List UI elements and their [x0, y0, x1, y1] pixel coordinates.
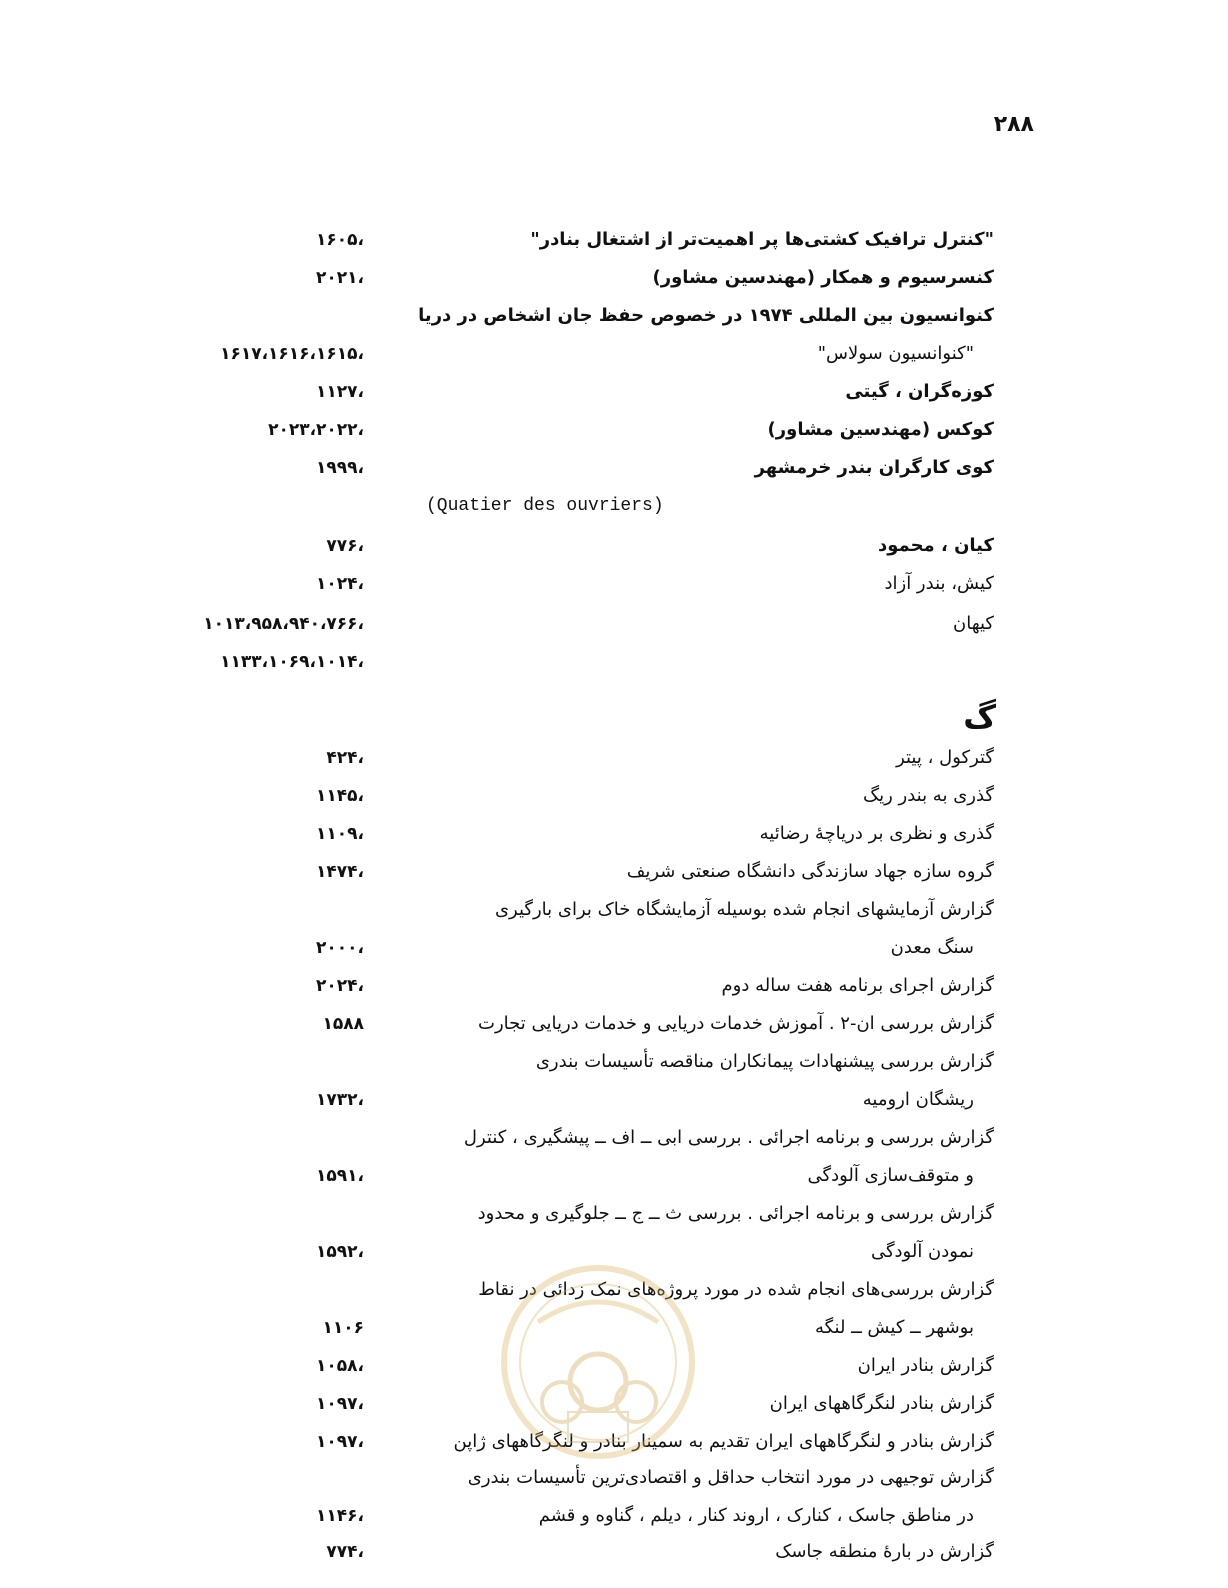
entry-term: "کنوانسیون سولاس": [817, 343, 974, 364]
entry-term: گزارش بنادر لنگرگاههای ایران: [769, 1393, 994, 1414]
index-entry: [0, 488, 1228, 524]
entry-pages: ،۱۵۹۱: [316, 1166, 364, 1186]
index-entry: [0, 1196, 1228, 1232]
index-entry: [0, 336, 1228, 372]
entry-term: "کنترل ترافیک کشتی‌ها پر اهمیت‌تر از اشتغال بنادر": [530, 229, 994, 250]
entry-pages: ،۱۶۱۷،۱۶۱۶،۱۶۱۵: [220, 344, 364, 364]
entry-pages: ،۱۹۹۹: [316, 458, 364, 478]
index-entry: [0, 528, 1228, 564]
entry-pages: ،۱۰۲۴: [316, 574, 364, 594]
entry-term: بوشهر ــ کیش ــ لنگه: [814, 1317, 974, 1338]
entry-term: کیهان: [952, 613, 994, 634]
entry-term: و متوقف‌سازی آلودگی: [807, 1165, 974, 1186]
page-number: ۲۸۸: [993, 112, 1034, 137]
index-entry: [0, 606, 1228, 642]
entry-term: گزارش بررسی‌های انجام شده در مورد پروژه‌های نمک زدائی در نقاط: [478, 1279, 994, 1300]
entry-term: گزارش بنادر ایران: [857, 1355, 994, 1376]
index-entry: [0, 222, 1228, 258]
entry-term: کنسرسیوم و همکار (مهندسین مشاور): [652, 267, 994, 288]
entry-pages: ،۱۰۵۸: [316, 1356, 364, 1376]
entry-term: گزارش بررسی پیشنهادات پیمانکاران مناقصه تأسیسات بندری: [535, 1051, 994, 1072]
entry-term: گزارش بنادر و لنگرگاههای ایران تقدیم به سمینار بنادر و لنگرگاههای ژاپن: [453, 1431, 994, 1452]
entry-latin-note: (Quatier des ouvriers): [426, 496, 664, 516]
index-entry: [0, 566, 1228, 602]
index-entry: [0, 740, 1228, 776]
entry-pages: ،۷۷۶: [326, 536, 364, 556]
index-entry: [0, 1158, 1228, 1194]
index-entry: [0, 1044, 1228, 1080]
entry-pages: ،۱۰۱۳،۹۵۸،۹۴۰،۷۶۶: [203, 614, 364, 634]
entry-term: گذری به بندر ریگ: [862, 785, 994, 806]
index-entry: [0, 778, 1228, 814]
index-entry: [0, 1120, 1228, 1156]
entry-term: کنوانسیون بین المللی ۱۹۷۴ در خصوص حفظ جان اشخاص در دریا: [418, 305, 994, 326]
index-entry: [0, 968, 1228, 1004]
entry-term: نمودن آلودگی: [870, 1241, 974, 1262]
entry-pages: ،۷۷۴: [326, 1542, 364, 1562]
entry-term: کیان ، محمود: [877, 535, 994, 556]
entry-term: گزارش بررسی و برنامه اجرائی . بررسی ابی ــ اف ــ پیشگیری ، کنترل: [463, 1127, 994, 1148]
entry-pages: ،۲۰۲۳،۲۰۲۲: [268, 420, 364, 440]
entry-term: کوکس (مهندسین مشاور): [767, 419, 994, 440]
index-entry: [0, 644, 1228, 680]
entry-pages: ،۲۰۰۰: [316, 938, 364, 958]
entry-term: گزارش آزمایشهای انجام شده بوسیله آزمایشگاه خاک برای بارگیری: [494, 899, 994, 920]
watermark-seal-icon: [498, 1262, 698, 1462]
entry-pages: ،۱۰۹۷: [316, 1432, 364, 1452]
entry-pages: ،۱۶۰۵: [316, 230, 364, 250]
entry-term: گزارش اجرای برنامه هفت ساله دوم: [721, 975, 994, 996]
index-entry: [0, 1498, 1228, 1534]
entry-term: کوی کارگران بندر خرمشهر: [754, 457, 994, 478]
index-entry: [0, 1460, 1228, 1496]
index-entry: [0, 450, 1228, 486]
index-entry: [0, 260, 1228, 296]
index-entry: [0, 854, 1228, 890]
entry-term: کوزه‌گران ، گیتی: [845, 381, 994, 402]
index-entry: [0, 1006, 1228, 1042]
entry-term: سنگ معدن: [890, 937, 974, 958]
entry-term: گزارش در بارهٔ منطقه جاسک: [775, 1541, 994, 1562]
entry-pages: ۱۱۰۶: [322, 1318, 364, 1338]
index-entry: [0, 816, 1228, 852]
entry-pages: ،۱۷۳۲: [316, 1090, 364, 1110]
entry-term: گروه سازه جهاد سازندگی دانشگاه صنعتی شریف: [626, 861, 994, 882]
index-entry: [0, 892, 1228, 928]
entry-pages: ،۱۱۲۷: [316, 382, 364, 402]
entry-pages: ،۲۰۲۴: [316, 976, 364, 996]
entry-pages: ،۱۱۰۹: [316, 824, 364, 844]
index-entry: [0, 298, 1228, 334]
index-entry: [0, 930, 1228, 966]
entry-pages: ،۱۵۹۲: [316, 1242, 364, 1262]
section-letter: گ: [963, 698, 996, 736]
entry-term: گزارش بررسی و برنامه اجرائی . بررسی ث ــ ج ــ جلوگیری و محدود: [477, 1203, 994, 1224]
entry-pages: ،۲۰۲۱: [316, 268, 364, 288]
entry-pages: ،۱۱۴۵: [316, 786, 364, 806]
entry-pages: ،۴۲۴: [326, 748, 364, 768]
entry-pages: ،۱۴۷۴: [316, 862, 364, 882]
entry-pages: ،۱۱۳۳،۱۰۶۹،۱۰۱۴: [220, 652, 364, 672]
entry-term: در مناطق جاسک ، کنارک ، اروند کنار ، دیلم ، گناوه و قشم: [538, 1505, 974, 1526]
index-entry: [0, 1082, 1228, 1118]
entry-pages: ۱۵۸۸: [322, 1014, 364, 1034]
entry-term: کیش، بندر آزاد: [884, 573, 994, 594]
entry-term: گزارش بررسی ان-۲ . آموزش خدمات دریایی و خدمات دریایی تجارت: [478, 1013, 994, 1034]
index-entry: [0, 374, 1228, 410]
index-entry: [0, 1534, 1228, 1570]
entry-term: گترکول ، پیتر: [896, 747, 994, 768]
index-entry: [0, 412, 1228, 448]
entry-term: گزارش توجیهی در مورد انتخاب حداقل و اقتصادی‌ترین تأسیسات بندری: [467, 1467, 994, 1488]
entry-pages: ،۱۱۴۶: [316, 1506, 364, 1526]
entry-term: گذری و نظری بر دریاچه‌ٔ رضائیه: [759, 823, 994, 844]
entry-term: ریشگان ارومیه: [862, 1089, 974, 1110]
entry-pages: ،۱۰۹۷: [316, 1394, 364, 1414]
